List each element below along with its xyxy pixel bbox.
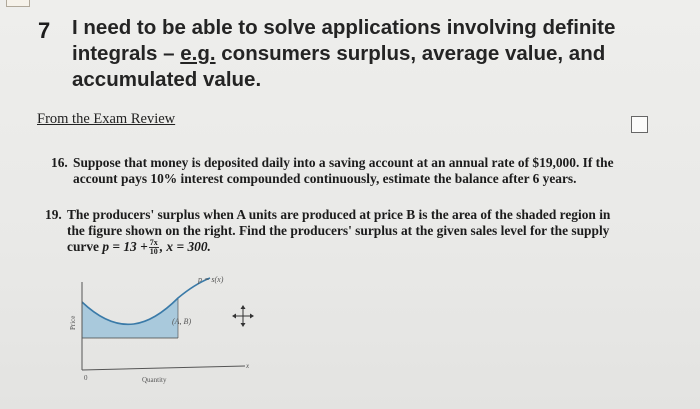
problem-19-number: 19. <box>45 207 62 222</box>
shaded-region <box>82 298 178 338</box>
objective-text-part2: consumers surplus, average value, and accumulated value. <box>72 42 606 91</box>
point-label: (A, B) <box>172 317 192 326</box>
objective-text <box>72 15 672 93</box>
producers-surplus-figure <box>60 268 260 398</box>
x-axis-label: Quantity <box>142 376 167 384</box>
supply-equation-lhs: p = 13 + <box>102 239 148 254</box>
corner-tab <box>6 0 30 7</box>
checkbox[interactable] <box>631 116 648 133</box>
x-end-label: x <box>246 362 250 370</box>
objective-number: 7 <box>38 18 51 43</box>
x-axis <box>82 366 245 370</box>
move-cursor-icon <box>232 305 254 327</box>
y-axis-label: Price <box>69 315 77 330</box>
supply-equation-rhs: , x = 300. <box>159 239 211 254</box>
problem-19-text <box>67 207 647 256</box>
exam-review-link[interactable]: From the Exam Review <box>37 111 176 127</box>
problem-19-line-1: The producers' surplus when A units are produced at price B is the area of the shaded region in <box>67 207 611 222</box>
problem-19-curve-word: curve <box>67 239 99 254</box>
curve-label: p = s(x) <box>198 275 224 284</box>
fraction-numerator: 7x <box>149 238 158 248</box>
problem-19-line-2: the figure shown on the right. Find the producers' surplus at the given sales level for the supply <box>67 222 610 238</box>
objective-eg: e.g. <box>180 42 216 65</box>
origin-label: 0 <box>84 374 88 382</box>
fraction-denominator: 10 <box>149 247 158 257</box>
objective-text-part1: I need to be able to solve applications involving definite integrals – <box>72 16 616 65</box>
problem-19-line-3 <box>67 239 647 256</box>
problem-16-text: Suppose that money is deposited daily into a saving account at an annual rate of $19,000. If the account pays 10% interest compounded continuously, estimate the balance after 6 years. <box>73 155 614 186</box>
supply-equation-fraction <box>149 239 159 256</box>
problem-16-number: 16. <box>51 155 68 170</box>
